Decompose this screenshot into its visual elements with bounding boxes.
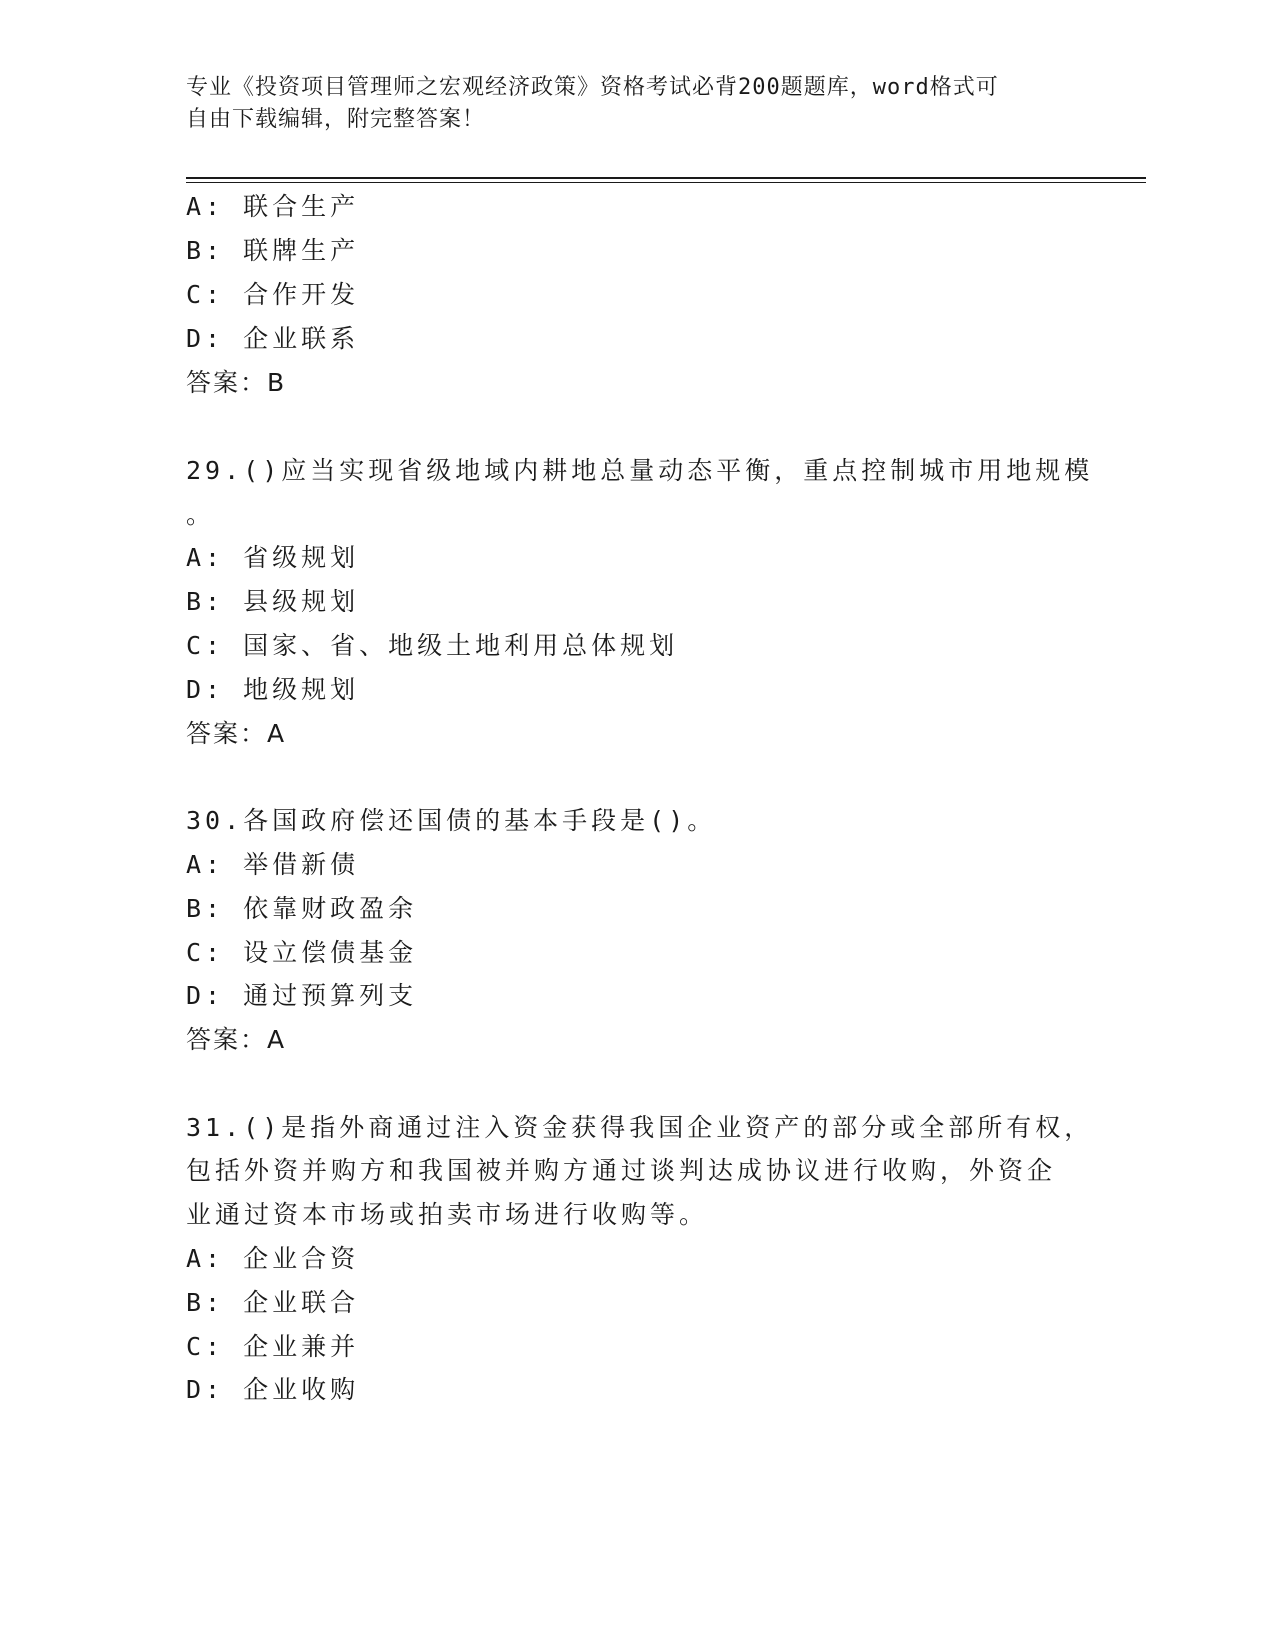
q29-option-a: A: 省级规划 [186, 543, 360, 572]
q30-stem: 30.各国政府偿还国债的基本手段是()。 [186, 806, 717, 835]
q28-option-a: A: 联合生产 [186, 192, 360, 221]
q30-option-d: D: 通过预算列支 [186, 981, 418, 1010]
q29-option-d: D: 地级规划 [186, 675, 360, 704]
q29-stem-line-2: 。 [186, 500, 216, 529]
q31-stem-line-1: 31.()是指外商通过注入资金获得我国企业资产的部分或全部所有权， [186, 1113, 1094, 1142]
q29-option-b: B: 县级规划 [186, 587, 360, 616]
q28-answer: 答案：B [186, 368, 287, 397]
q31-option-c: C: 企业兼并 [186, 1332, 360, 1361]
q28-option-d: D: 企业联系 [186, 324, 360, 353]
q31-option-d: D: 企业收购 [186, 1375, 360, 1404]
q28-option-b: B: 联牌生产 [186, 236, 360, 265]
q28-option-c: C: 合作开发 [186, 280, 360, 309]
q30-option-b: B: 依靠财政盈余 [186, 894, 418, 923]
q31-option-a: A: 企业合资 [186, 1244, 360, 1273]
q30-option-c: C: 设立偿债基金 [186, 938, 418, 967]
document-header [186, 72, 1066, 136]
q29-option-c: C: 国家、省、地级土地利用总体规划 [186, 631, 679, 660]
q31-stem-line-3: 业通过资本市场或拍卖市场进行收购等。 [186, 1200, 709, 1229]
q30-answer: 答案：A [186, 1025, 287, 1054]
q30-option-a: A: 举借新债 [186, 850, 360, 879]
q29-stem-line-1: 29.()应当实现省级地域内耕地总量动态平衡，重点控制城市用地规模 [186, 456, 1094, 485]
q29-answer: 答案：A [186, 719, 287, 748]
q31-stem-line-2: 包括外资并购方和我国被并购方通过谈判达成协议进行收购，外资企 [186, 1156, 1057, 1185]
header-divider-thin [186, 182, 1146, 183]
q31-option-b: B: 企业联合 [186, 1288, 360, 1317]
header-title-line-1: 专业《投资项目管理师之宏观经济政策》资格考试必背200题题库，word格式可 [186, 75, 999, 100]
header-title-line-2: 自由下载编辑，附完整答案！ [186, 107, 486, 132]
header-divider-thick [186, 177, 1146, 179]
